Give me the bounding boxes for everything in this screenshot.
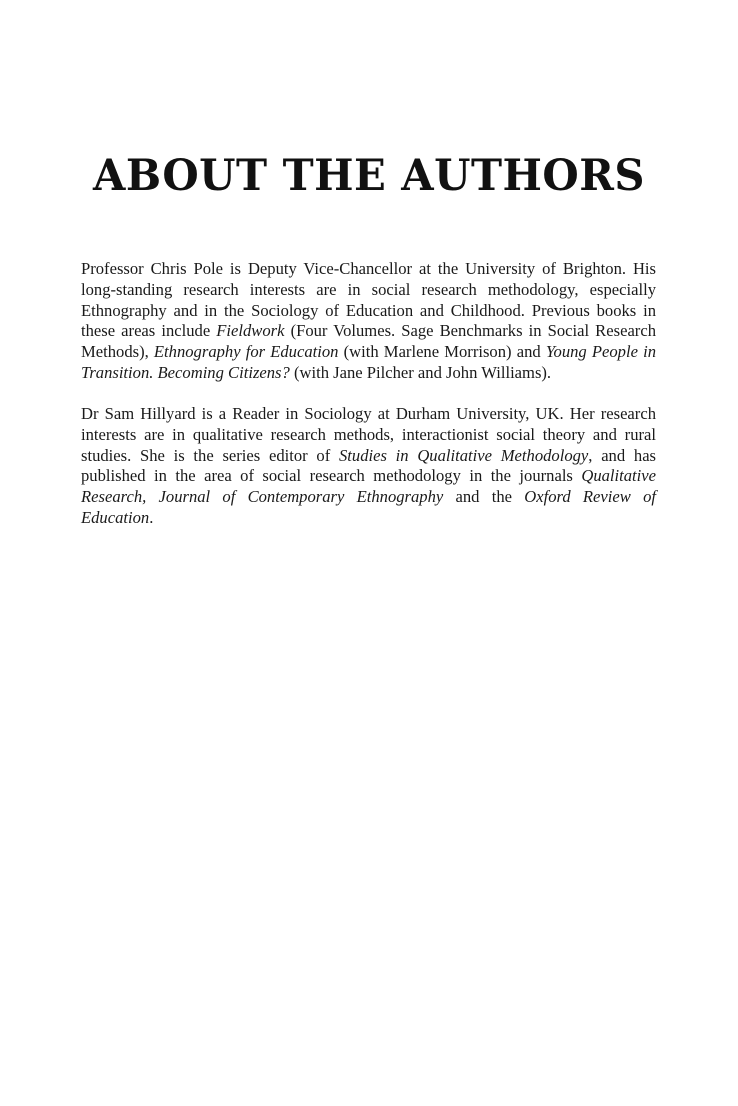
bio-text: and the (443, 487, 525, 507)
bio-text: , and has published in the area of social research methodology in the journals (81, 445, 657, 486)
bio-text: . (149, 507, 154, 527)
journal-title-oxford-review-of-education: Oxford Review of Education (81, 487, 656, 527)
book-title-ethnography-for-education: Ethnography for Education (153, 342, 339, 362)
bio-text: (with Jane Pilcher and John Williams). (289, 362, 552, 382)
author-bio-sam-hillyard (81, 404, 656, 529)
book-title-young-people-in-transition: Young People in Transition. Becoming Citizens? (81, 342, 657, 382)
page-title: ABOUT THE AUTHORS (93, 151, 645, 201)
author-bio-chris-pole (81, 259, 656, 384)
journal-titles: Qualitative Research, Journal of Contemporary Ethnography (81, 466, 656, 507)
bio-text: (with Marlene Morrison) and (338, 342, 546, 362)
bio-text: Professor Chris Pole is Deputy Vice-Chancellor at the University of Brighton. His long-standing research interests are in social research methodology, especially Ethnography and in the Sociology of Education and Childhood. Previous books in these areas include (81, 259, 656, 341)
series-title-studies-in-qualitative-methodology: Studies in Qualitative Methodology (339, 445, 589, 465)
bio-text: Dr Sam Hillyard is a Reader in Sociology at Durham University, UK. Her research interests are in qualitative research methods, interactionist social theory and rural studies. She is the series editor of (81, 404, 656, 465)
bio-text: (Four Volumes. Sage Benchmarks in Social Research Methods), (81, 321, 656, 362)
book-title-fieldwork: Fieldwork (216, 321, 285, 341)
